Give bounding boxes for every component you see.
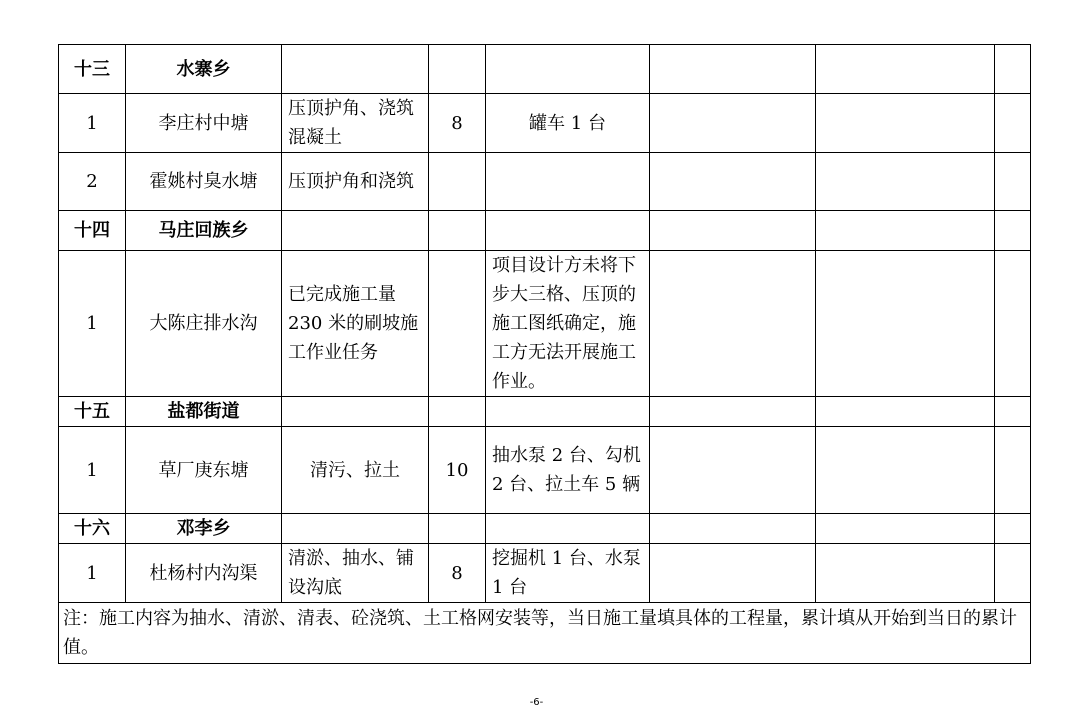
section-row: [59, 45, 1031, 94]
work-content: 清淤、抽水、铺设沟底: [282, 544, 429, 603]
table-row: [59, 544, 1031, 603]
table-row: [59, 251, 1031, 397]
section-row: [59, 211, 1031, 251]
project-name: 杜杨村内沟渠: [126, 544, 282, 603]
section-name: 水寨乡: [126, 45, 282, 94]
worker-count: [429, 251, 486, 397]
work-content: 已完成施工量 230 米的刷坡施工作业任务: [282, 251, 429, 397]
row-number: 1: [59, 94, 126, 153]
section-name: 盐都街道: [126, 397, 282, 427]
work-content: 压顶护角、浇筑混凝土: [282, 94, 429, 153]
note-row: [59, 603, 1031, 664]
section-number: 十五: [59, 397, 126, 427]
equipment: 项目设计方未将下步大三格、压顶的施工图纸确定，施工方无法开展施工作业。: [486, 251, 650, 397]
construction-table-container: [58, 44, 1030, 664]
worker-count: [429, 153, 486, 211]
project-name: 李庄村中塘: [126, 94, 282, 153]
table-row: [59, 427, 1031, 514]
section-name: 马庄回族乡: [126, 211, 282, 251]
construction-progress-table: [58, 44, 1031, 664]
section-row: [59, 514, 1031, 544]
row-number: 2: [59, 153, 126, 211]
equipment: 挖掘机 1 台、水泵 1 台: [486, 544, 650, 603]
table-note: 注：施工内容为抽水、清淤、清表、砼浇筑、土工格网安装等，当日施工量填具体的工程量，累计填从开始到当日的累计值。: [59, 603, 1031, 664]
worker-count: 8: [429, 544, 486, 603]
project-name: 大陈庄排水沟: [126, 251, 282, 397]
equipment: 罐车 1 台: [486, 94, 650, 153]
project-name: 霍姚村臭水塘: [126, 153, 282, 211]
section-name: 邓李乡: [126, 514, 282, 544]
page-number: -6-: [529, 697, 544, 708]
table-row: [59, 153, 1031, 211]
work-content: 清污、拉土: [282, 427, 429, 514]
project-name: 草厂庚东塘: [126, 427, 282, 514]
worker-count: 10: [429, 427, 486, 514]
row-number: 1: [59, 251, 126, 397]
equipment: [486, 153, 650, 211]
section-row: [59, 397, 1031, 427]
row-number: 1: [59, 544, 126, 603]
table-row: [59, 94, 1031, 153]
work-content: 压顶护角和浇筑: [282, 153, 429, 211]
row-number: 1: [59, 427, 126, 514]
section-number: 十三: [59, 45, 126, 94]
section-number: 十四: [59, 211, 126, 251]
worker-count: 8: [429, 94, 486, 153]
section-number: 十六: [59, 514, 126, 544]
equipment: 抽水泵 2 台、勾机 2 台、拉土车 5 辆: [486, 427, 650, 514]
